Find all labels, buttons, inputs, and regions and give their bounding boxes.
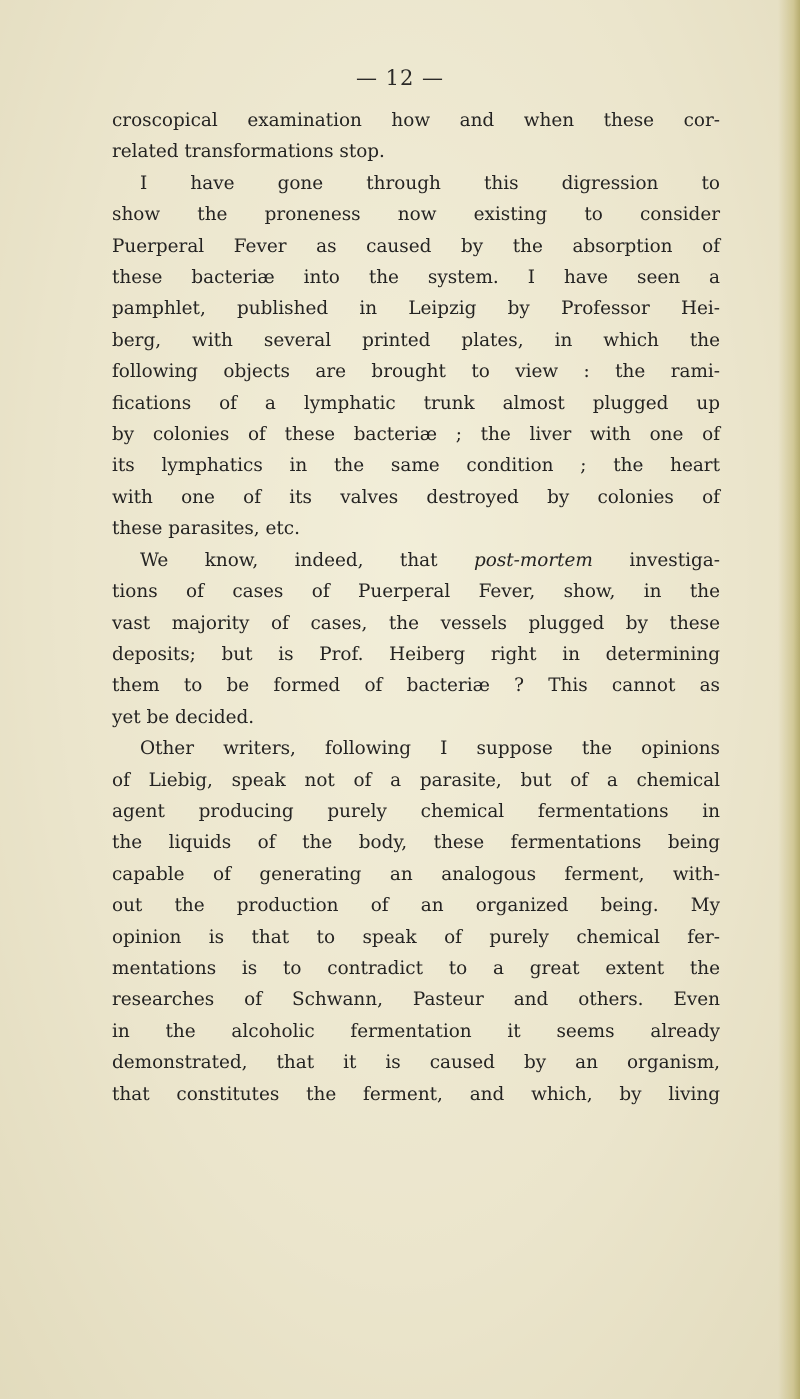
text-line: vast majority of cases, the vessels plugged by these	[112, 612, 720, 634]
text-line: these parasites, etc.	[112, 518, 300, 540]
text-line: by colonies of these bacteriæ ; the liver with one of	[112, 424, 720, 446]
text-line: pamphlet, published in Leipzig by Professor Hei-	[112, 298, 720, 320]
page-edge-shadow	[778, 0, 800, 1399]
text-line	[112, 545, 720, 576]
text-line: them to be formed of bacteriæ ? This cannot as	[112, 675, 720, 697]
text-line: researches of Schwann, Pasteur and others. Even	[112, 989, 720, 1011]
text-line: fications of a lymphatic trunk almost plugged up	[112, 392, 720, 414]
text-span: We know, indeed, that	[140, 549, 438, 571]
text-line: following objects are brought to view : the rami-	[112, 361, 720, 383]
text-line: related transformations stop.	[112, 141, 385, 163]
text-line: mentations is to contradict to a great extent the	[112, 957, 720, 979]
text-line: of Liebig, speak not of a parasite, but of a chemical	[112, 769, 720, 791]
text-line: Other writers, following I suppose the opinions	[140, 738, 720, 760]
text-line: demonstrated, that it is caused by an organism,	[112, 1052, 720, 1074]
text-span: investiga-	[629, 549, 720, 571]
text-line: deposits; but is Prof. Heiberg right in determining	[112, 643, 720, 665]
text-line: these bacteriæ into the system. I have seen a	[112, 267, 720, 289]
text-line: its lymphatics in the same condition ; the heart	[112, 455, 720, 477]
text-line: croscopical examination how and when these cor-	[112, 110, 720, 131]
italic-term: post-mortem	[473, 549, 593, 571]
text-line: tions of cases of Puerperal Fever, show, in the	[112, 581, 720, 603]
text-line: show the proneness now existing to consider	[112, 204, 720, 226]
page-number: — 12 —	[355, 66, 445, 90]
text-line: that constitutes the ferment, and which, by living	[112, 1083, 720, 1105]
text-line: out the production of an organized being. My	[112, 895, 720, 917]
text-line: agent producing purely chemical fermentations in	[112, 800, 720, 822]
text-line: with one of its valves destroyed by colonies of	[112, 486, 720, 508]
text-line: yet be decided.	[112, 706, 255, 728]
text-line: the liquids of the body, these fermentations being	[112, 832, 720, 854]
body-text	[112, 105, 720, 1110]
text-line: capable of generating an analogous ferment, with-	[112, 863, 720, 885]
text-line: opinion is that to speak of purely chemical fer-	[112, 926, 720, 948]
text-line: I have gone through this digression to	[140, 172, 720, 194]
text-line: in the alcoholic fermentation it seems already	[112, 1020, 720, 1042]
text-line: berg, with several printed plates, in which the	[112, 329, 720, 351]
text-line: Puerperal Fever as caused by the absorption of	[112, 235, 720, 257]
